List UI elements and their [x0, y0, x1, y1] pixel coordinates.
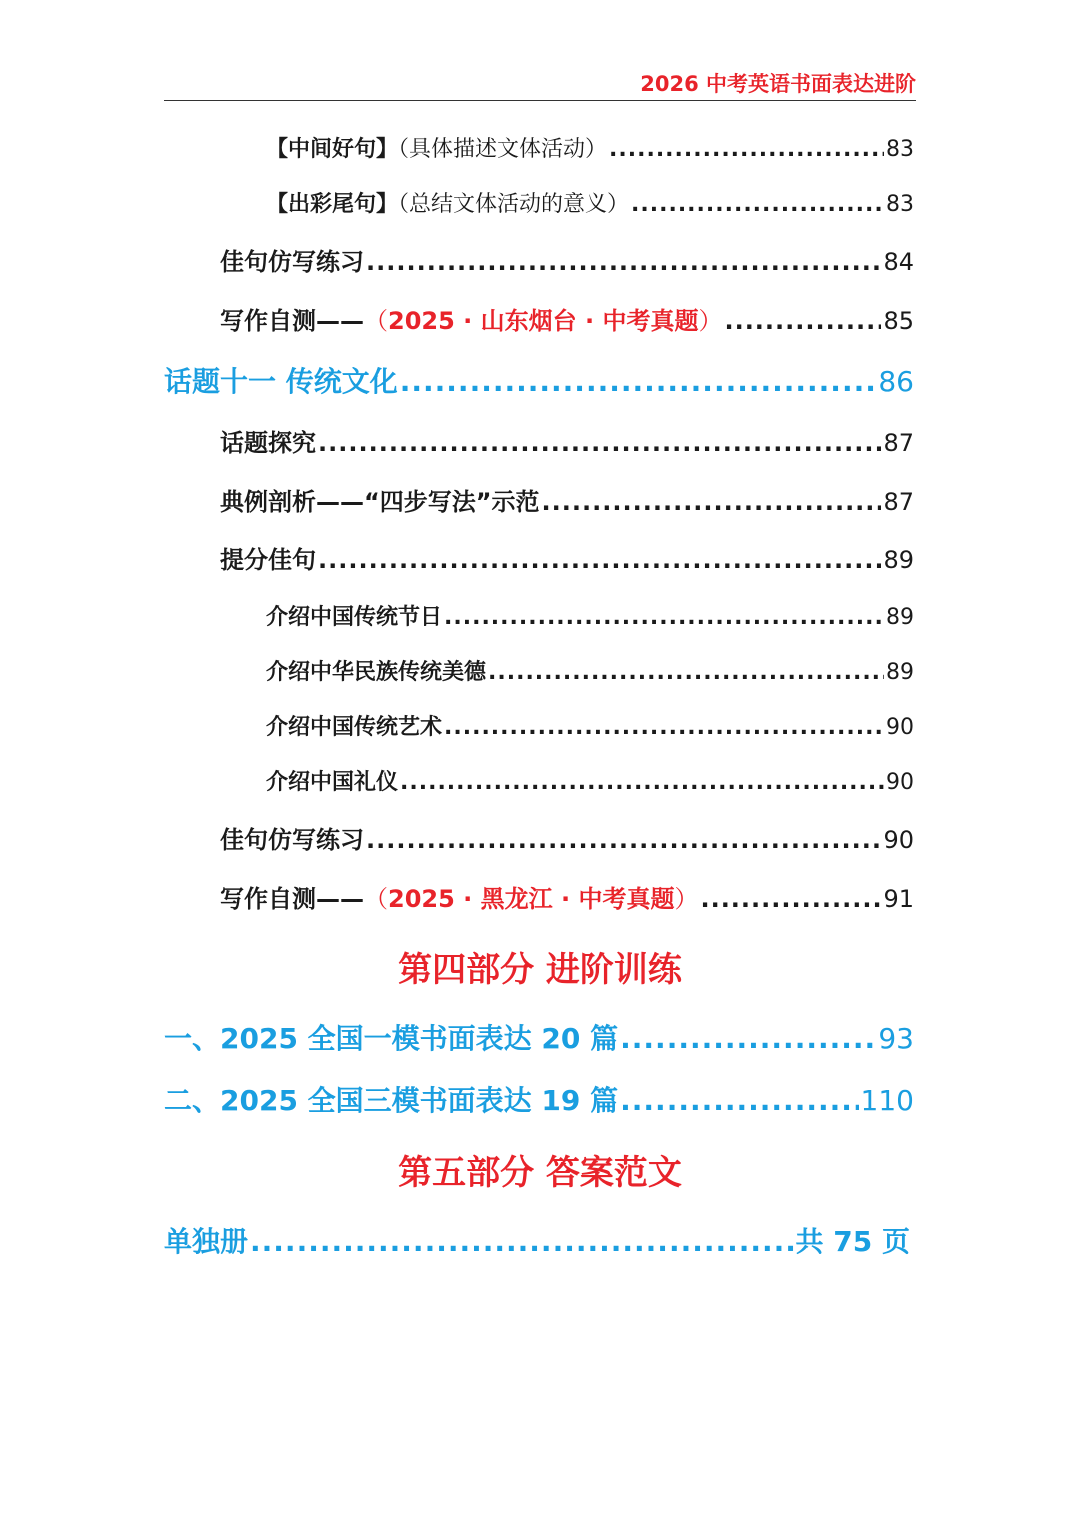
leader-dots — [620, 1022, 876, 1055]
toc-label: 一、2025 全国一模书面表达 20 篇 — [164, 1022, 619, 1055]
toc-page-number: 90 — [886, 770, 914, 795]
leader-dots — [724, 307, 881, 335]
toc-label: 佳句仿写练习 — [220, 826, 364, 854]
leader-dots — [542, 488, 882, 516]
part4-heading: 第四部分 进阶训练 — [398, 950, 682, 990]
toc-entry-mid-sentence[interactable] — [266, 132, 914, 163]
toc-entry-part4-item-2[interactable] — [164, 1079, 914, 1119]
leader-dots — [631, 192, 884, 217]
toc-label: 佳句仿写练习 — [220, 248, 364, 276]
toc-page-number: 共 75 页 — [795, 1225, 910, 1258]
toc-page-number: 110 — [860, 1084, 914, 1117]
toc-desc: （总结文体活动的意义） — [398, 192, 630, 217]
toc-page-number: 89 — [886, 605, 914, 630]
toc-page-number: 83 — [886, 137, 914, 162]
part5-heading: 第五部分 答案范文 — [398, 1153, 682, 1193]
toc-label: 典例剖析——“四步写法”示范 — [220, 488, 540, 516]
toc-label: 介绍中华民族传统美德 — [266, 660, 487, 685]
toc-label: 二、2025 全国三模书面表达 19 篇 — [164, 1084, 619, 1117]
leader-dots — [318, 546, 881, 574]
exam-source: 2025 · 山东烟台 · 中考真题 — [388, 307, 699, 335]
leader-dots — [366, 826, 881, 854]
toc-label: 介绍中国传统艺术 — [266, 715, 443, 740]
toc-entry-practice-11[interactable] — [220, 820, 914, 855]
toc-label: 单独册 — [164, 1225, 249, 1258]
toc-entry-festivals[interactable] — [266, 600, 914, 631]
toc-page-number: 93 — [878, 1022, 914, 1055]
toc-entry-selftest-10[interactable]: 写作自测——（2025 · 山东烟台 · 中考真题） ..... 85 — [220, 301, 914, 336]
toc-label: 介绍中国传统节日 — [266, 605, 443, 630]
toc-page-number: 89 — [883, 546, 914, 574]
toc-entry-part4-item-1[interactable] — [164, 1017, 914, 1057]
toc-entry-virtues[interactable] — [266, 655, 914, 686]
toc-label: 介绍中国礼仪 — [266, 770, 399, 795]
toc-page-number: 85 — [883, 307, 914, 335]
leader-dots — [366, 248, 881, 276]
toc-label: 写作自测—— — [220, 885, 364, 913]
toc-entry-answer-booklet[interactable] — [164, 1220, 910, 1260]
leader-dots — [488, 660, 884, 685]
toc-desc: （具体描述文体活动） — [398, 137, 608, 162]
leader-dots — [400, 365, 877, 398]
toc-page-number: 87 — [883, 488, 914, 516]
toc-label: 提分佳句 — [220, 546, 316, 574]
toc-label: 话题十一 传统文化 — [164, 365, 398, 398]
toc-entry-good-sentences[interactable] — [220, 540, 914, 575]
leader-dots — [318, 429, 881, 457]
toc-page-number: 90 — [886, 715, 914, 740]
header-title: 2026 中考英语书面表达进阶 — [640, 72, 916, 96]
leader-dots — [444, 715, 884, 740]
toc-label: 写作自测—— — [220, 307, 364, 335]
toc-entry-selftest-11[interactable]: 写作自测——（2025 · 黑龙江 · 中考真题） ..... 91 — [220, 879, 914, 914]
leader-dots — [444, 605, 884, 630]
toc-page-number: 90 — [883, 826, 914, 854]
toc-label: 【中间好句】 — [266, 137, 399, 162]
toc-entry-example[interactable] — [220, 482, 914, 517]
toc-entry-topic-11[interactable] — [164, 360, 914, 400]
toc-entry-etiquette[interactable] — [266, 765, 914, 796]
toc-label: 话题探究 — [220, 429, 316, 457]
toc-page-number: 86 — [878, 365, 914, 398]
leader-dots — [400, 770, 884, 795]
leader-dots — [250, 1225, 794, 1258]
leader-dots — [609, 137, 884, 162]
leader-dots — [700, 885, 881, 913]
toc-entry-end-sentence[interactable] — [266, 187, 914, 218]
toc-label: 【出彩尾句】 — [266, 192, 399, 217]
toc-page-number: 89 — [886, 660, 914, 685]
toc-page-number: 84 — [883, 248, 914, 276]
page-header — [164, 64, 916, 101]
toc-page-number: 91 — [883, 885, 914, 913]
leader-dots — [620, 1084, 858, 1117]
exam-source: 2025 · 黑龙江 · 中考真题 — [388, 885, 675, 913]
toc-entry-practice-10[interactable] — [220, 242, 914, 277]
toc-entry-explore[interactable] — [220, 423, 914, 458]
toc-entry-arts[interactable] — [266, 710, 914, 741]
toc-page-number: 83 — [886, 192, 914, 217]
toc-page-number: 87 — [883, 429, 914, 457]
